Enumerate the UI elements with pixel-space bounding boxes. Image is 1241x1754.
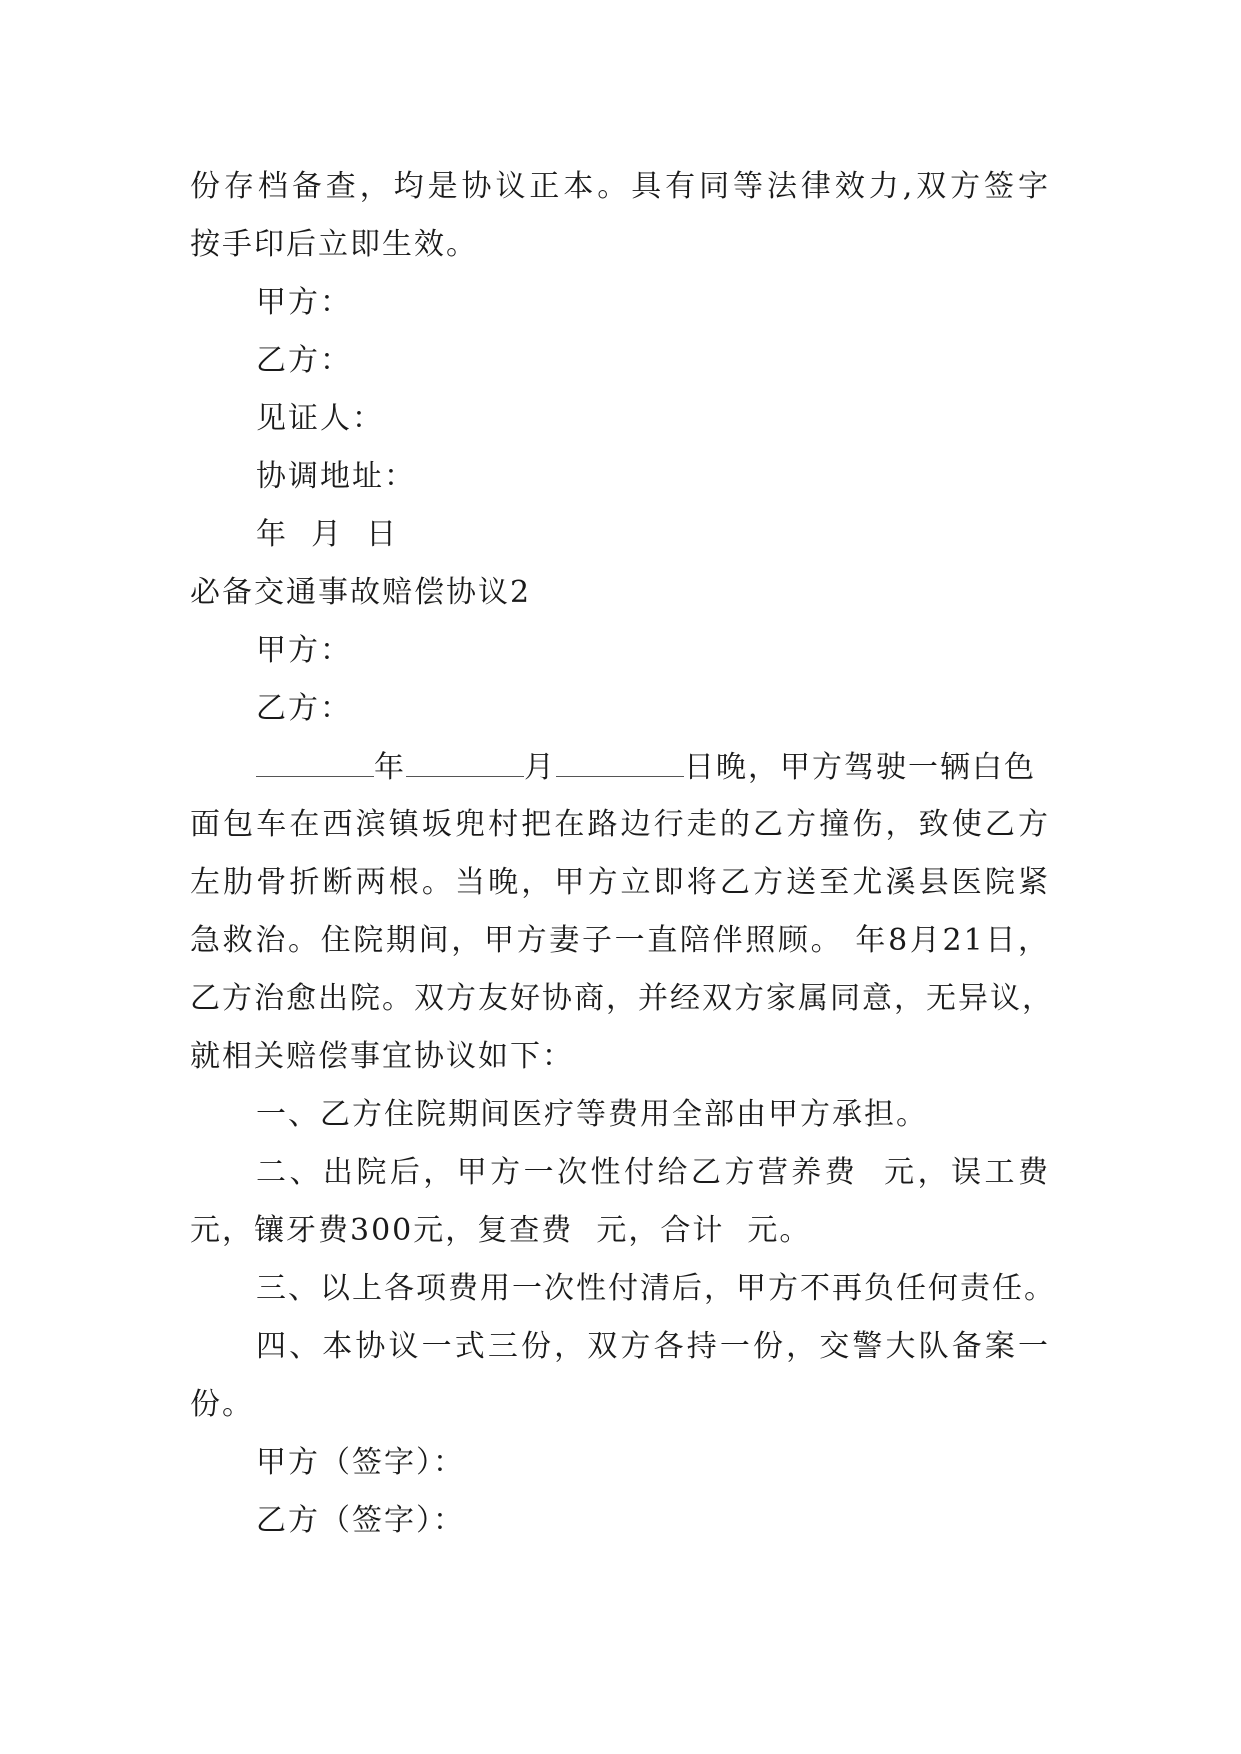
address-label: 协调地址： [256,459,416,494]
paragraph-line: 就相关赔偿事宜协议如下： [190,1039,574,1074]
witness-label: 见证人： [256,401,384,436]
date-fill-line [190,738,1050,796]
paragraph-line: 面包车在西滨镇坂兜村把在路边行走的乙方撞伤，致使乙方 [190,807,1050,842]
year-char: 年 [374,750,406,785]
month-blank [406,738,524,777]
clause-4: 四、本协议一式三份，双方各持一份，交警大队备案一 [256,1329,1050,1364]
date-line-rest: 日晚，甲方驾驶一辆白色 [684,750,1036,785]
clause-2: 二、出院后，甲方一次性付给乙方营养费 元，误工费 [256,1155,1050,1190]
party-a-signature-label: 甲方（签字）： [256,1445,465,1480]
paragraph-line: 份存档备查，均是协议正本。具有同等法律效力,双方签字 [190,169,1050,204]
paragraph-line: 乙方治愈出院。双方友好协商，并经双方家属同意，无异议， [190,981,1054,1016]
party-a-label: 甲方： [256,633,352,668]
month-char: 月 [524,750,556,785]
year-blank [256,738,374,777]
paragraph-line: 按手印后立即生效。 [190,227,478,262]
day-blank [556,738,684,777]
date-label: 年 月 日 [256,517,399,552]
clause-3: 三、以上各项费用一次性付清后，甲方不再负任何责任。 [256,1271,1056,1306]
paragraph-line: 左肋骨折断两根。当晚，甲方立即将乙方送至尤溪县医院紧 [190,865,1050,900]
paragraph-line: 急救治。住院期间，甲方妻子一直陪伴照顾。 年8月21日， [190,923,1050,958]
party-a-label: 甲方： [256,285,352,320]
party-b-label: 乙方： [256,343,352,378]
party-b-label: 乙方： [256,691,352,726]
party-b-signature-label: 乙方（签字）： [256,1503,465,1538]
clause-2-continued: 元，镶牙费300元，复查费 元，合计 元。 [190,1213,812,1248]
clause-1: 一、乙方住院期间医疗等费用全部由甲方承担。 [256,1097,928,1132]
clause-4-continued: 份。 [190,1387,254,1422]
document-body [190,158,1056,1550]
section-title: 必备交通事故赔偿协议2 [190,575,532,610]
